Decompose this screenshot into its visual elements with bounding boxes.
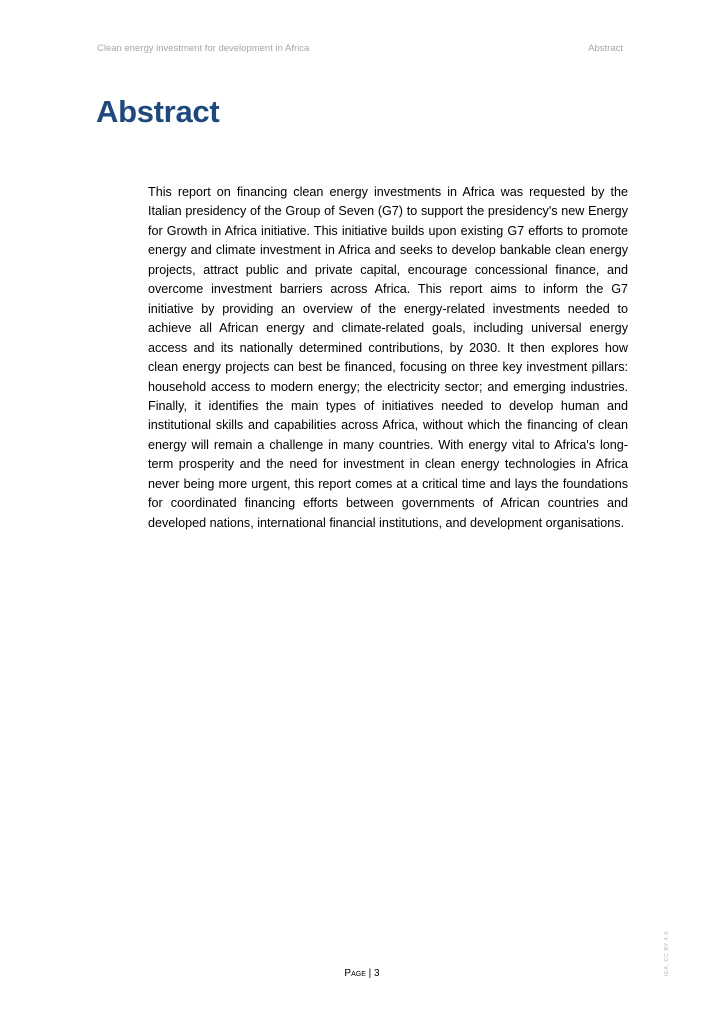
licence-mark: IEA. CC BY 4.0. [664,929,670,976]
page-title: Abstract [96,94,220,129]
header-document-title: Clean energy investment for development in Africa [97,43,310,54]
header-section-name: Abstract [588,43,623,54]
footer-page-number: 3 [374,968,380,979]
footer-page-label: Page [344,968,366,979]
running-header [97,43,623,57]
page-footer [0,968,724,979]
abstract-paragraph: This report on financing clean energy investments in Africa was requested by the Italian presidency of the Group of Seven (G7) to support the presidency's new Energy for Growth in Africa initiative. This initiative builds upon existing G7 efforts to promote energy and climate investment in Africa and seeks to develop bankable clean energy projects, attract public and private capital, encourage concessional finance, and overcome investment barriers across Africa. This report aims to inform the G7 initiative by providing an overview of the energy-related investments needed to achieve all African energy and climate-related goals, including universal energy access and its nationally determined contributions, by 2030. It then explores how clean energy projects can best be financed, focusing on three key investment pillars: household access to modern energy; the electricity sector; and emerging industries. Finally, it identifies the main types of initiatives needed to develop human and institutional skills and capabilities across Africa, without which the financing of clean energy will remain a challenge in many countries. With energy vital to Africa's long-term prosperity and the need for investment in clean energy technologies in Africa never being more urgent, this report comes at a critical time and lays the foundations for coordinated financing efforts between governments of African countries and developed nations, international financial institutions, and development organisations. [148,185,628,530]
footer-separator: | [365,968,375,979]
